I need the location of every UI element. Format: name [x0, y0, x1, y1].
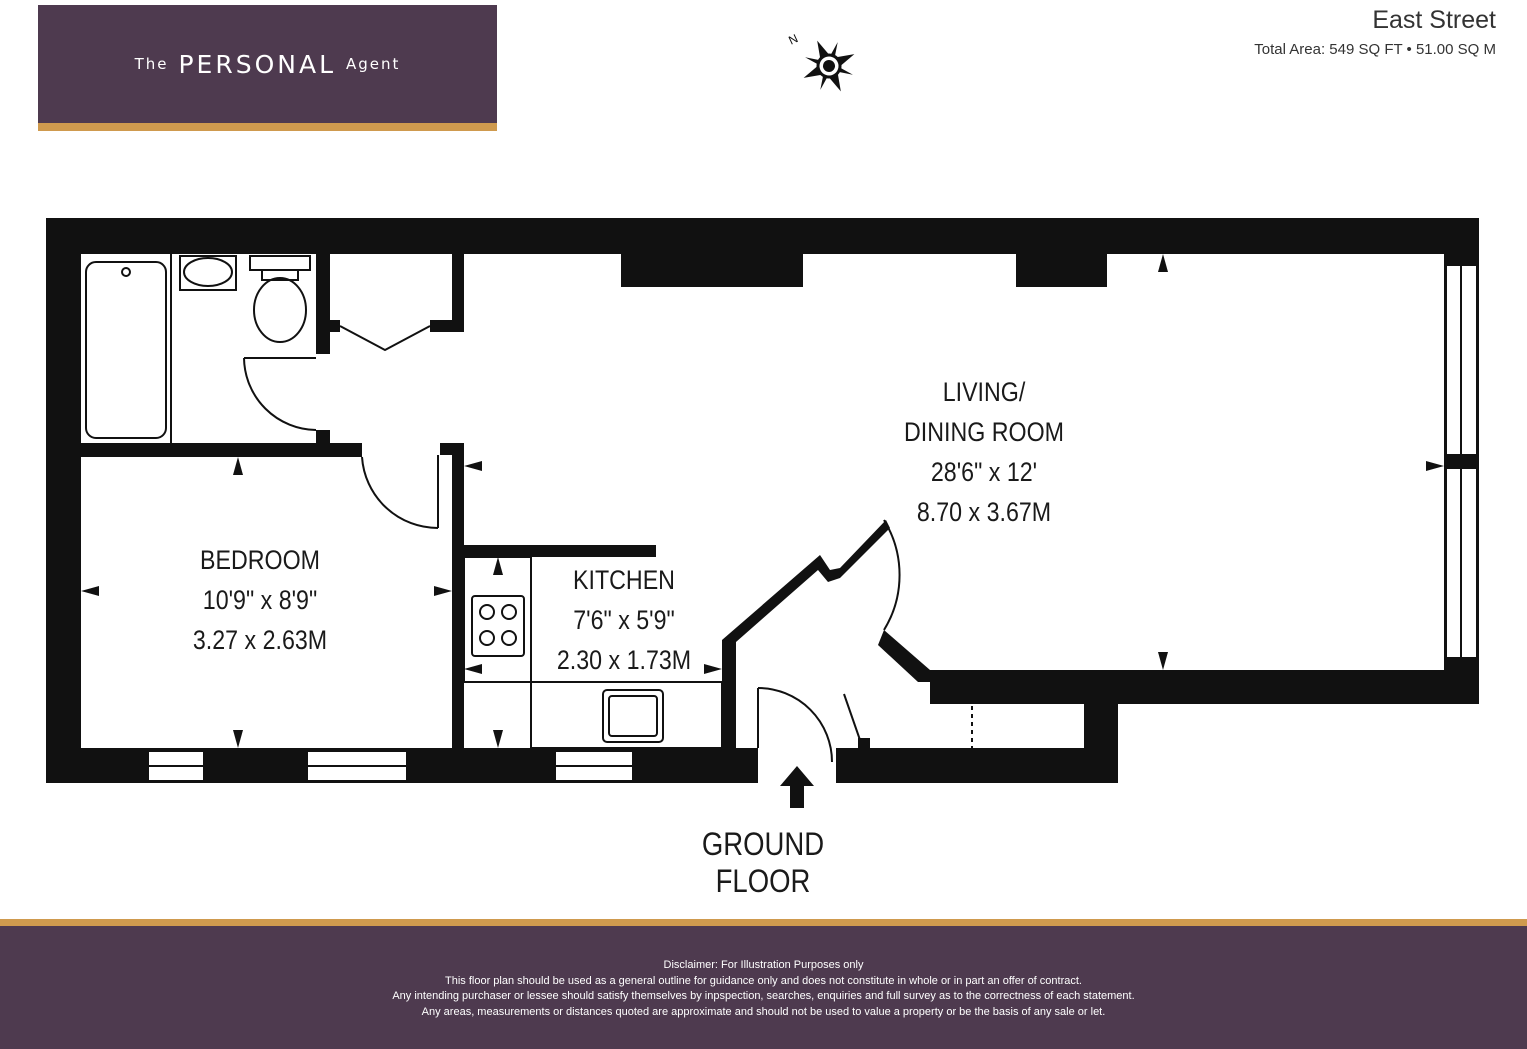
- disclaimer-line-4: Any areas, measurements or distances quoted are approximate and should not be used to value a property or be the basis of any sale or let.: [421, 1005, 1106, 1018]
- disclaimer-line-2: This floor plan should be used as a general outline for guidance only and does not constitute in whole or in part an offer of contract.: [445, 974, 1082, 987]
- living-room-imperial-size: 28'6" x 12': [930, 457, 1038, 487]
- living-room-name-line2: DINING ROOM: [904, 417, 1064, 447]
- floor-label: GROUND FLOOR: [701, 826, 825, 899]
- footer-accent-bar: [0, 919, 1527, 926]
- walls: [46, 218, 1479, 783]
- logo-name-text: PERSONAL: [178, 49, 337, 79]
- bedroom-name: BEDROOM: [200, 545, 320, 575]
- disclaimer-line-3: Any intending purchaser or lessee should satisfy themselves by inpspection, searches, enquiries and full survey as to the correctness of each statement.: [392, 990, 1135, 1002]
- property-title: East Street: [1372, 6, 1496, 34]
- compass-icon: [786, 29, 866, 103]
- compass-north-letter: N: [786, 31, 801, 48]
- disclaimer-line-1: Disclaimer: For Illustration Purposes only: [663, 959, 864, 971]
- logo-post-text: Agent: [346, 55, 401, 73]
- room-label-kitchen: [547, 560, 702, 680]
- living-room-name-line1: LIVING/: [942, 377, 1026, 407]
- entrance-arrow-icon: [780, 766, 814, 808]
- total-area-text: Total Area: 549 SQ FT • 51.00 SQ M: [1254, 41, 1496, 58]
- logo-pre-text: The: [134, 55, 169, 73]
- room-label-living: [898, 372, 1070, 532]
- disclaimer-footer: [0, 926, 1527, 1049]
- kitchen-name: KITCHEN: [573, 565, 675, 595]
- bedroom-imperial-size: 10'9" x 8'9": [202, 585, 318, 615]
- bedroom-metric-size: 3.27 x 2.63M: [192, 625, 328, 655]
- room-label-bedroom: [174, 540, 346, 660]
- kitchen-imperial-size: 7'6" x 5'9": [573, 605, 675, 635]
- living-room-metric-size: 8.70 x 3.67M: [916, 497, 1052, 527]
- kitchen-metric-size: 2.30 x 1.73M: [556, 645, 692, 675]
- fixtures: [86, 254, 972, 762]
